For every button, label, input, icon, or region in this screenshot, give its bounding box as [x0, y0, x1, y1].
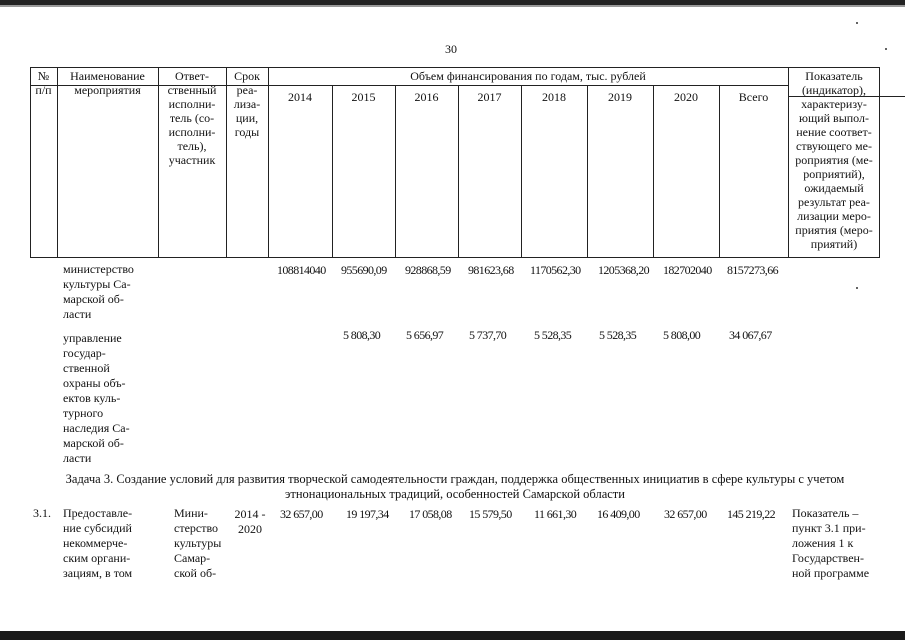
row-value: 34 067,67 — [729, 328, 772, 342]
item-num: 3.1. — [33, 506, 51, 520]
header-year: 2014 — [288, 90, 312, 104]
col-divider — [719, 85, 720, 257]
page-number: 30 — [445, 42, 457, 56]
row-value: 5 528,35 — [599, 328, 637, 342]
row-name: управление государ- ственной охраны объ- ектов куль- турного наследия Са- марской об- ласти — [63, 331, 130, 465]
header-indicator: Показатель (индикатор), характеризу- ющий выпол- нение соответ- ствующего ме- роприятия (ме- роприятий), ожидаемый результат реа- лизации меро- приятия (меро- приятий) — [795, 69, 873, 251]
item-value: 15 579,50 — [469, 507, 512, 521]
header-funding-title: Объем финансирования по годам, тыс. рублей — [410, 69, 646, 83]
row-value: 1205368,20 — [598, 263, 650, 277]
row-value: 5 528,35 — [534, 328, 572, 342]
row-value: 5 656,97 — [406, 328, 444, 342]
col-divider — [653, 85, 654, 257]
row-name: министерство культуры Са- марской об- ласти — [63, 262, 134, 321]
header-name: Наименование мероприятия — [70, 69, 145, 97]
header-total: Всего — [738, 90, 769, 104]
header-num: № п/п — [35, 69, 52, 97]
item-value: 16 409,00 — [597, 507, 640, 521]
row-value: 1170562,30 — [530, 263, 581, 277]
header-year: 2016 — [414, 90, 439, 104]
header-year: 2018 — [542, 90, 566, 104]
row-value: 955690,09 — [341, 263, 387, 277]
header-year: 2019 — [608, 90, 632, 104]
col-divider — [521, 85, 522, 257]
task-heading: Задача 3. Создание условий для развития творческой самодеятельности граждан, поддержка общественных инициатив в сфере культуры с учетом этнонациональных традиций, особенностей Самарской области — [65, 472, 845, 501]
scan-speck — [856, 287, 858, 289]
item-value: 11 661,30 — [534, 507, 577, 521]
row-value: 108814040 — [277, 263, 326, 277]
scan-top-shadow — [0, 5, 905, 7]
col-divider — [332, 85, 333, 257]
item-value: 32 657,00 — [664, 507, 707, 521]
scan-speck — [856, 22, 858, 24]
scan-speck — [885, 48, 887, 50]
row-value: 5 808,30 — [343, 328, 381, 342]
header-year: 2020 — [674, 90, 698, 104]
col-divider — [587, 85, 588, 257]
scan-bottom-border — [0, 631, 905, 640]
col-divider — [458, 85, 459, 257]
header-responsible: Ответ- ственный исполни- тель (со- исполни- тель), участник — [167, 69, 217, 167]
col-divider — [395, 85, 396, 257]
item-indicator: Показатель – пункт 3.1 при- ложения 1 к Государствен- ной программе — [792, 506, 870, 580]
row-value: 5 737,70 — [469, 328, 507, 342]
item-term: 2014 - 2020 — [234, 507, 266, 536]
item-value: 32 657,00 — [280, 507, 323, 521]
row-value: 5 808,00 — [663, 328, 701, 342]
header-year: 2017 — [477, 90, 502, 104]
row-value: 8157273,66 — [727, 263, 779, 277]
header-year: 2015 — [351, 90, 376, 104]
row-value: 928868,59 — [405, 263, 451, 277]
row-value: 981623,68 — [468, 263, 514, 277]
item-value: 19 197,34 — [346, 507, 389, 521]
row-value: 182702040 — [663, 263, 712, 277]
header-term: Срок реа- лиза- ции, годы — [233, 69, 261, 139]
item-responsible: Мини- стерство культуры Самар- ской об- — [174, 506, 222, 580]
item-value: 145 219,22 — [727, 507, 776, 521]
item-name: Предоставле- ние субсидий некоммерче- ским органи- зациям, в том — [63, 506, 133, 580]
item-value: 17 058,08 — [409, 507, 452, 521]
